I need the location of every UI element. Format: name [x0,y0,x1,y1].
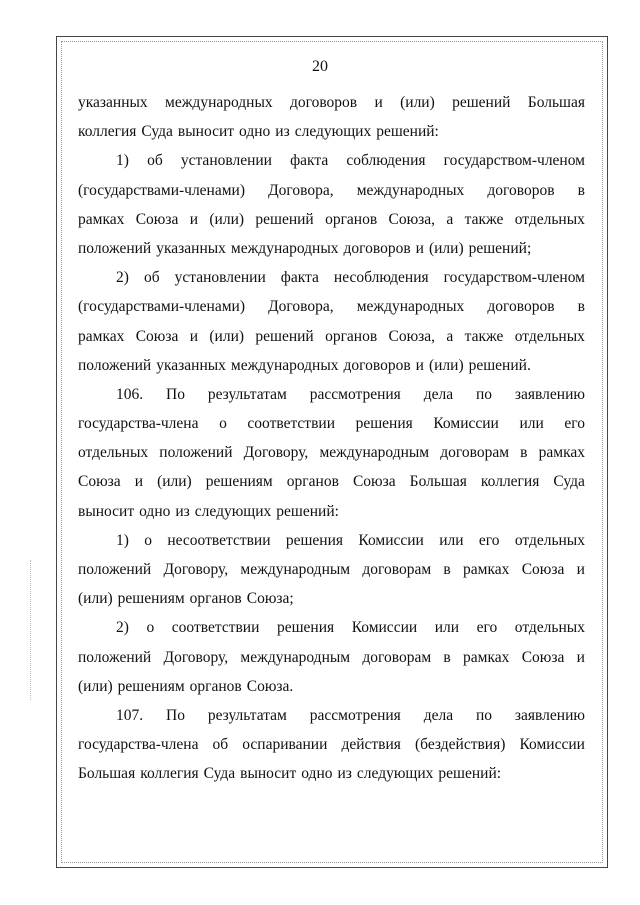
text-line: положений указанных международных договоров и (или) решений; [78,239,532,257]
text-line: рамках Союза и (или) решений органов Союза, а также отдельных [78,327,585,345]
text-line: Союза и (или) решениям органов Союза Большая коллегия Суда [78,473,585,491]
text-line: Большая коллегия Суда выносит одно из следующих решений: [78,765,502,783]
scan-margin-artifact [30,560,32,700]
text-line: 107. По результатам рассмотрения дела по заявлению [116,706,585,724]
text-line: (государствами-членами) Договора, международных договоров в [78,181,585,199]
text-line: коллегия Суда выносит одно из следующих решений: [78,123,439,141]
text-line: рамках Союза и (или) решений органов Союза, а также отдельных [78,210,585,228]
text-line: положений Договору, международным договорам в рамках Союза и [78,561,585,578]
text-line: 1) об установлении факта соблюдения государством-членом [116,152,585,170]
text-line: государства-члена об оспаривании действия (бездействия) Комиссии [78,736,585,754]
text-line: 2) об установлении факта несоблюдения государством-членом [116,269,585,287]
text-line: выносит одно из следующих решений: [78,502,339,520]
text-line: отдельных положений Договору, международным договорам в рамках [78,444,585,462]
text-line: государства-члена о соответствии решения Комиссии или его [78,415,585,433]
text-line: (или) решениям органов Союза. [78,677,294,695]
text-line: (или) решениям органов Союза; [78,590,294,608]
page-number: 20 [312,58,328,75]
text-line: 106. По результатам рассмотрения дела по заявлению [116,385,585,403]
text-line: (государствами-членами) Договора, международных договоров в [78,298,585,316]
text-line: 2) о соответствии решения Комиссии или его отдельных [116,619,585,637]
document-body [78,88,585,789]
text-line: положений указанных международных договоров и (или) решений. [78,356,531,374]
text-line: указанных международных договоров и (или) решений Большая [78,94,585,111]
text-line: 1) о несоответствии решения Комиссии или его отдельных [116,531,585,549]
text-line: положений Договору, международным договорам в рамках Союза и [78,648,585,666]
